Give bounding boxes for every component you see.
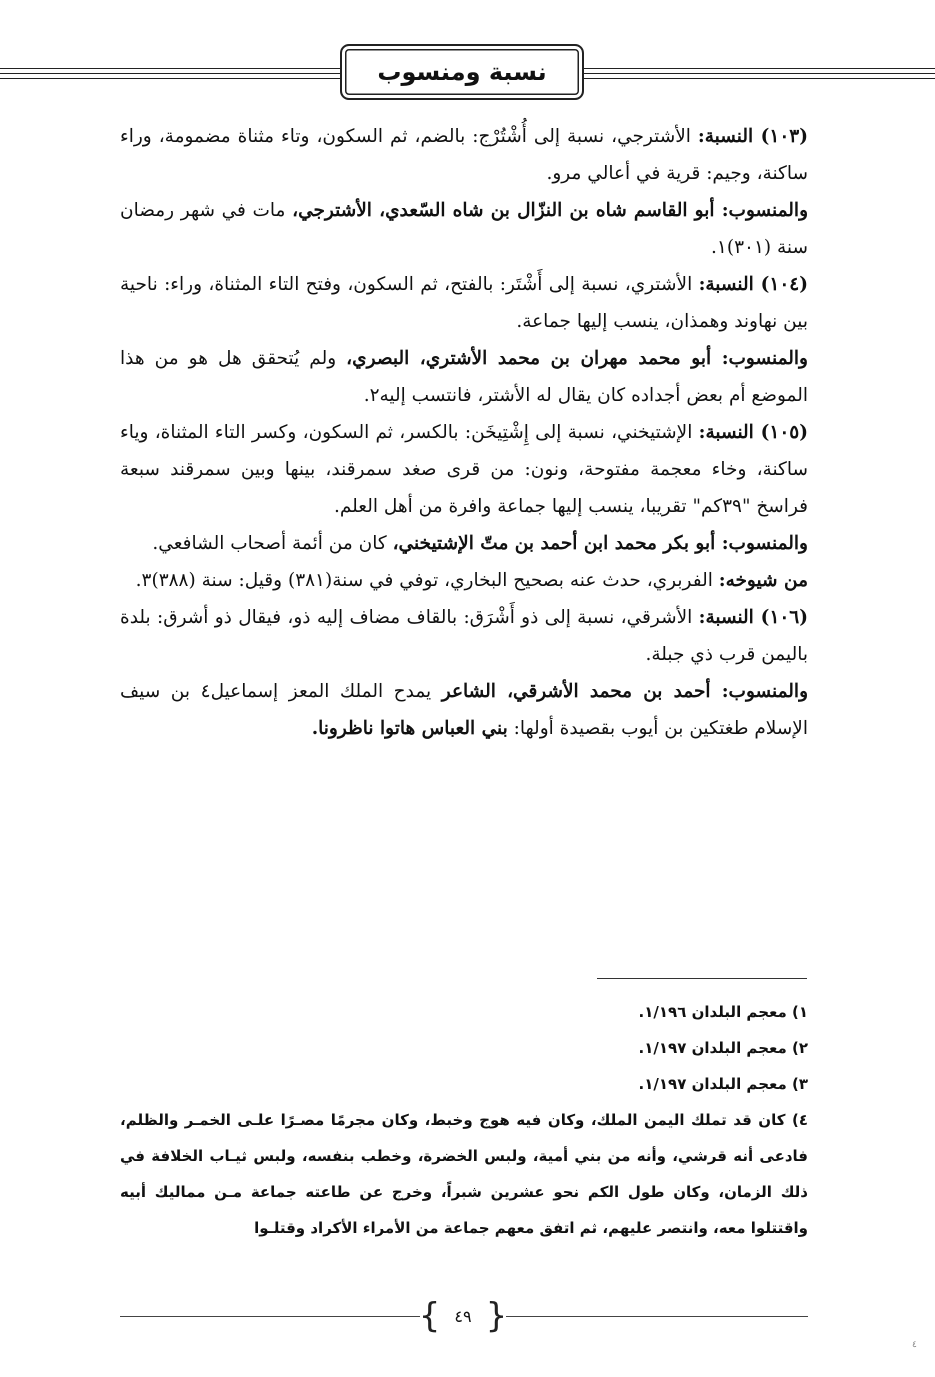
footnote: ٢) معجم البلدان ١/١٩٧. — [638, 1039, 808, 1057]
paragraph — [120, 266, 808, 340]
page-number-rule-left — [120, 1316, 420, 1317]
paragraph — [120, 340, 808, 414]
header-rule-right-1 — [584, 68, 935, 69]
poem-opening: بني العباس هاتوا ناظرونا. — [311, 718, 508, 739]
paragraph-text: كان من أئمة أصحاب الشافعي. — [152, 533, 393, 554]
brace-right-icon: } — [485, 1296, 508, 1336]
header-title-box — [340, 44, 584, 100]
brace-left-icon: { — [418, 1296, 441, 1336]
paragraph — [120, 414, 808, 525]
paragraph — [120, 599, 808, 673]
paragraph — [120, 192, 808, 266]
page-number-box — [420, 1296, 506, 1336]
main-text — [120, 118, 808, 747]
paragraph-text: الأشرقي، نسبة إلى ذو أَشْرَق: بالقاف مضاف إليه ذو، فيقال ذو أشرق: بلدة باليمن قرب ذي جبلة. — [120, 607, 808, 665]
paragraph-label: والمنسوب: أبو القاسم شاه بن النزّال بن شاه السّعدي، الأشترجي، — [292, 200, 809, 221]
paragraph-label: (١٠٤) النسبة: — [698, 274, 808, 295]
paragraph-label: والمنسوب: أبو محمد مهران بن محمد الأشتري، البصري، — [346, 348, 808, 369]
footnote: ١) معجم البلدان ١/١٩٦. — [638, 1003, 808, 1021]
page-number-rule-right — [506, 1316, 808, 1317]
paragraph-text: يمدح الملك المعز إسماعيل٤ بن سيف الإسلام طغتكين بن أيوب بقصيدة أولها: — [120, 681, 808, 739]
paragraph-label: (١٠٦) النسبة: — [698, 607, 809, 628]
header-rule-right-2 — [584, 73, 935, 74]
footnote-separator — [597, 978, 807, 979]
paragraph-text: الأشترجي، نسبة إلى أُشْتُرْج: بالضم، ثم السكون، وتاء مثناة مضمومة، وراء ساكنة، وجيم: قرية في أعالي مرو. — [120, 126, 808, 184]
paragraph-text: الأشتري، نسبة إلى أَشْتَر: بالفتح، ثم السكون، وفتح التاء المثناة، وراء: ناحية بين نهاوند وهمذان، ينسب إليها جماعة. — [120, 274, 808, 332]
paragraph-text: الإشتيخني، نسبة إلى إِشْتِيخَن: بالكسر، ثم السكون، وكسر التاء المثناة، وياء ساكنة، وخاء معجمة مفتوحة، ونون: من قرى صغد سمرقند، بينها وبين سمرقند سبعة فراسخ "٣٩كم" تقريبا، ينسب إليها جماعة وافرة من أهل العلم. — [120, 422, 808, 517]
paragraph-label: (١٠٣) النسبة: — [697, 126, 808, 147]
footnote: ٣) معجم البلدان ١/١٩٧. — [638, 1075, 808, 1093]
footnote: ٤) كان قد تملك اليمن الملك، وكان فيه هوج وخبط، وكان مجرمًا مصـرًا علـى الخمـر والظلم، فادعى أنه قرشي، وأنه من بني أمية، ولبس الخضرة، وخطب بنفسه، ولبس ثيـاب الخلافة في ذلك الزمان، وكان طول الكم نحو عشرين شبراً، وخرج عن طاعته جماعة مـن مماليك أبيه واقتتلوا معه، وانتصر عليهم، ثم اتفق معهم جماعة من الأمراء الأكراد وقتلـوا — [120, 1111, 808, 1237]
paragraph — [120, 118, 808, 192]
paragraph — [120, 525, 808, 562]
corner-mark: ٤ — [912, 1340, 917, 1350]
footnotes — [120, 994, 808, 1246]
page-number: ٤٩ — [454, 1306, 472, 1326]
header-rule-left-1 — [0, 68, 340, 69]
paragraph-label: (١٠٥) النسبة: — [698, 422, 808, 443]
paragraph-text: ولم يُتحقق هل هو من هذا الموضع أم بعض أجداده كان يقال له الأشتر، فانتسب إليه٢. — [120, 348, 808, 406]
paragraph-label: والمنسوب: أبو بكر محمد ابن أحمد بن متّ الإشتيخني، — [392, 533, 808, 554]
paragraph-label: والمنسوب: أحمد بن محمد الأشرقي، الشاعر — [441, 681, 809, 702]
paragraph — [120, 562, 808, 599]
paragraph-text: الفربري، حدث عنه بصحيح البخاري، توفي في سنة(٣٨١) وقيل: سنة (٣٨٨)٣. — [135, 570, 719, 591]
header-rule-left-3 — [0, 78, 340, 79]
page-title: نسبة ومنسوب — [377, 58, 547, 86]
paragraph-text: مات في شهر رمضان سنة (٣٠١)١. — [120, 200, 808, 258]
header-rule-right-3 — [584, 78, 935, 79]
paragraph — [120, 673, 808, 747]
paragraph-label: من شيوخه: — [718, 570, 808, 591]
header-rule-left-2 — [0, 73, 340, 74]
